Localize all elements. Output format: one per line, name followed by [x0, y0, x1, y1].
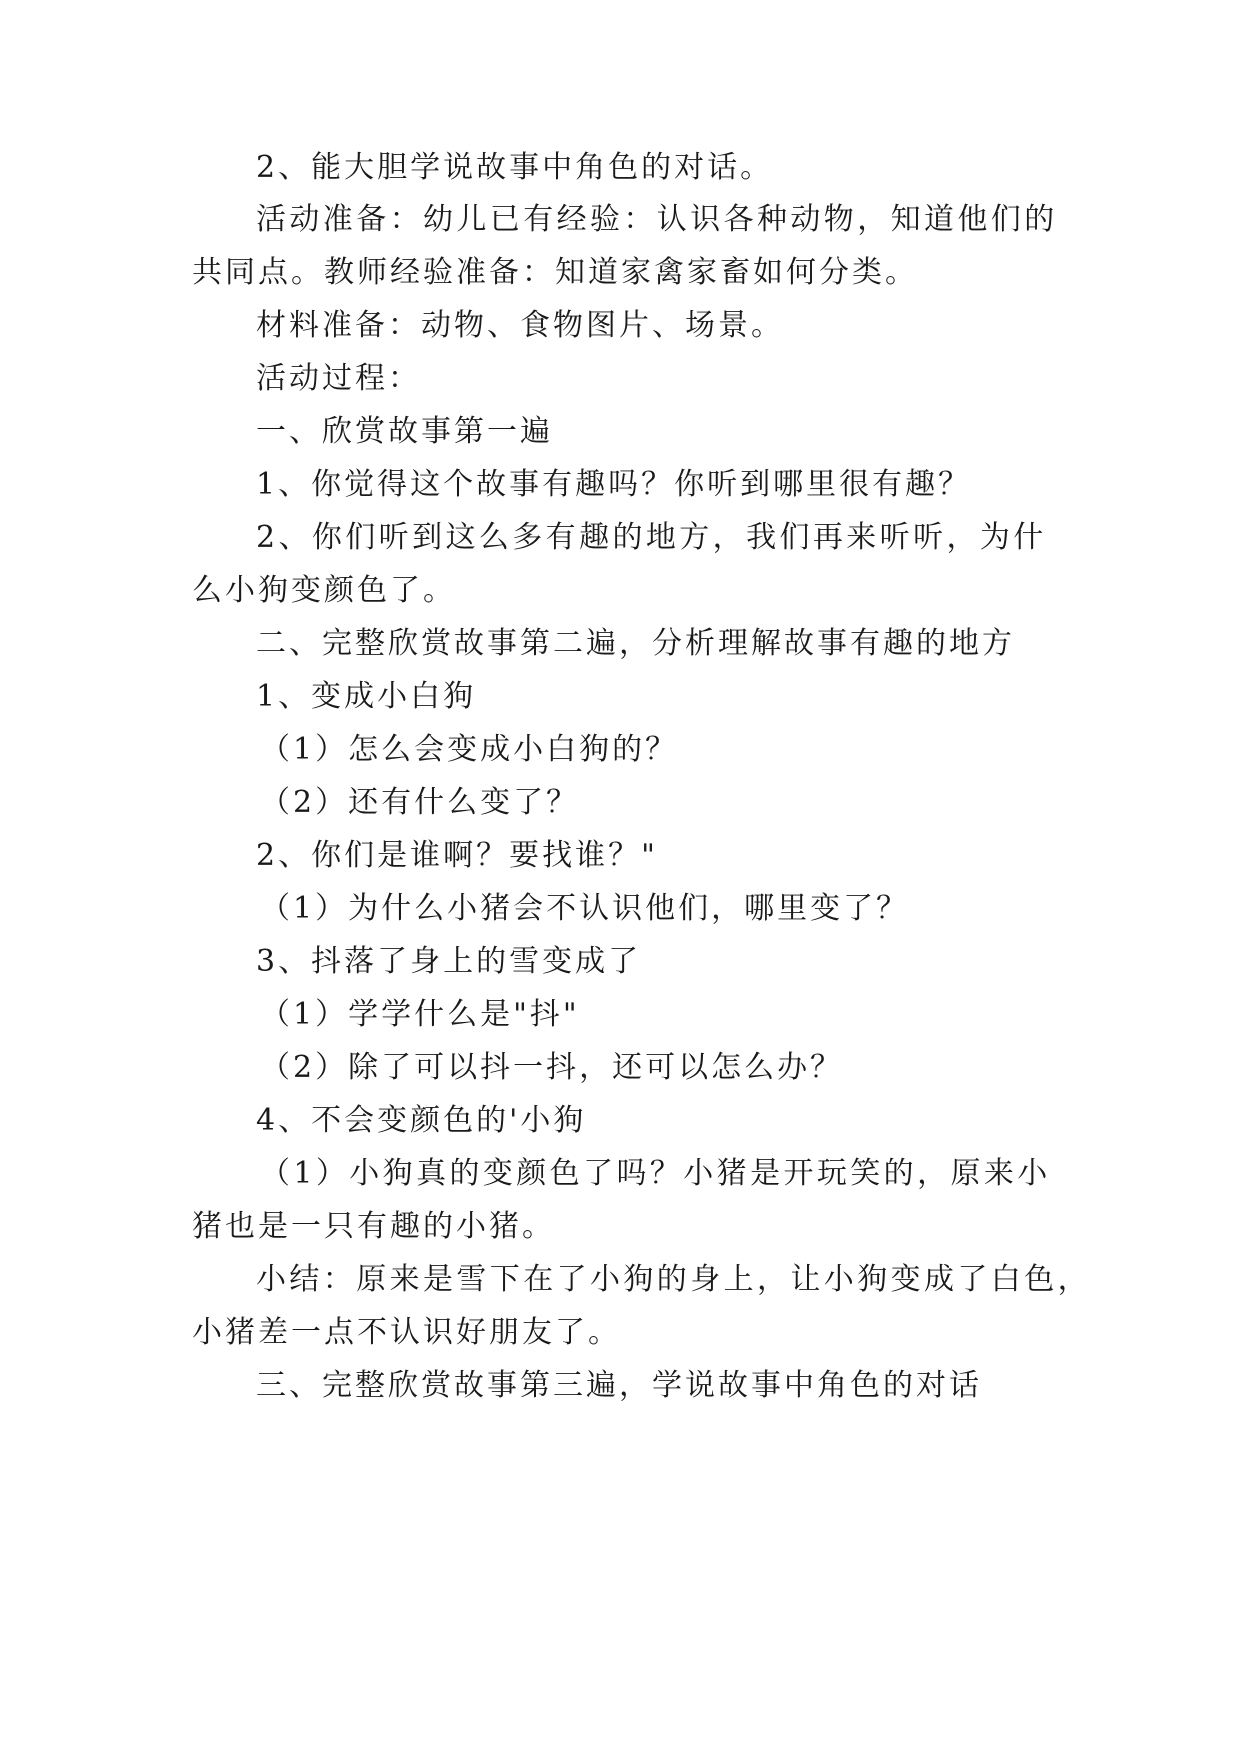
paragraph-line: 2、能大胆学说故事中角色的对话。 — [256, 150, 774, 185]
paragraph-line: 猪也是一只有趣的小猪。 — [192, 1209, 555, 1244]
paragraph-line: 2、你们是谁啊？要找谁？" — [256, 838, 658, 873]
paragraph-line: （1）为什么小猪会不认识他们，哪里变了？ — [260, 891, 910, 926]
paragraph-line: （1）学学什么是"抖" — [260, 997, 580, 1032]
paragraph-line: 活动准备：幼儿已有经验：认识各种动物，知道他们的 — [256, 202, 1058, 237]
paragraph-line: 4、不会变颜色的'小狗 — [256, 1103, 587, 1138]
paragraph-line: （2）除了可以抖一抖，还可以怎么办？ — [260, 1050, 844, 1085]
paragraph-line: 1、你觉得这个故事有趣吗？你听到哪里很有趣？ — [256, 467, 972, 502]
paragraph-line: 1、变成小白狗 — [256, 679, 477, 714]
paragraph-line: 小结：原来是雪下在了小狗的身上，让小狗变成了白色， — [256, 1262, 1091, 1297]
paragraph-line: 活动过程： — [256, 361, 421, 396]
paragraph-line: 3、抖落了身上的雪变成了 — [256, 944, 642, 979]
paragraph-line: 小猪差一点不认识好朋友了。 — [192, 1315, 621, 1350]
section-heading: 一、欣赏故事第一遍 — [256, 414, 553, 449]
paragraph-line: （1）怎么会变成小白狗的？ — [260, 732, 679, 767]
paragraph-line: 共同点。教师经验准备：知道家禽家畜如何分类。 — [192, 255, 918, 290]
section-heading: 二、完整欣赏故事第二遍，分析理解故事有趣的地方 — [256, 626, 1015, 661]
paragraph-line: 2、你们听到这么多有趣的地方，我们再来听听，为什 — [256, 520, 1047, 555]
paragraph-line: （1）小狗真的变颜色了吗？小猪是开玩笑的，原来小 — [260, 1156, 1051, 1191]
paragraph-line: （2）还有什么变了？ — [260, 785, 580, 820]
paragraph-line: 材料准备：动物、食物图片、场景。 — [256, 308, 784, 343]
paragraph-line: 么小狗变颜色了。 — [192, 573, 456, 608]
section-heading: 三、完整欣赏故事第三遍，学说故事中角色的对话 — [256, 1368, 982, 1403]
